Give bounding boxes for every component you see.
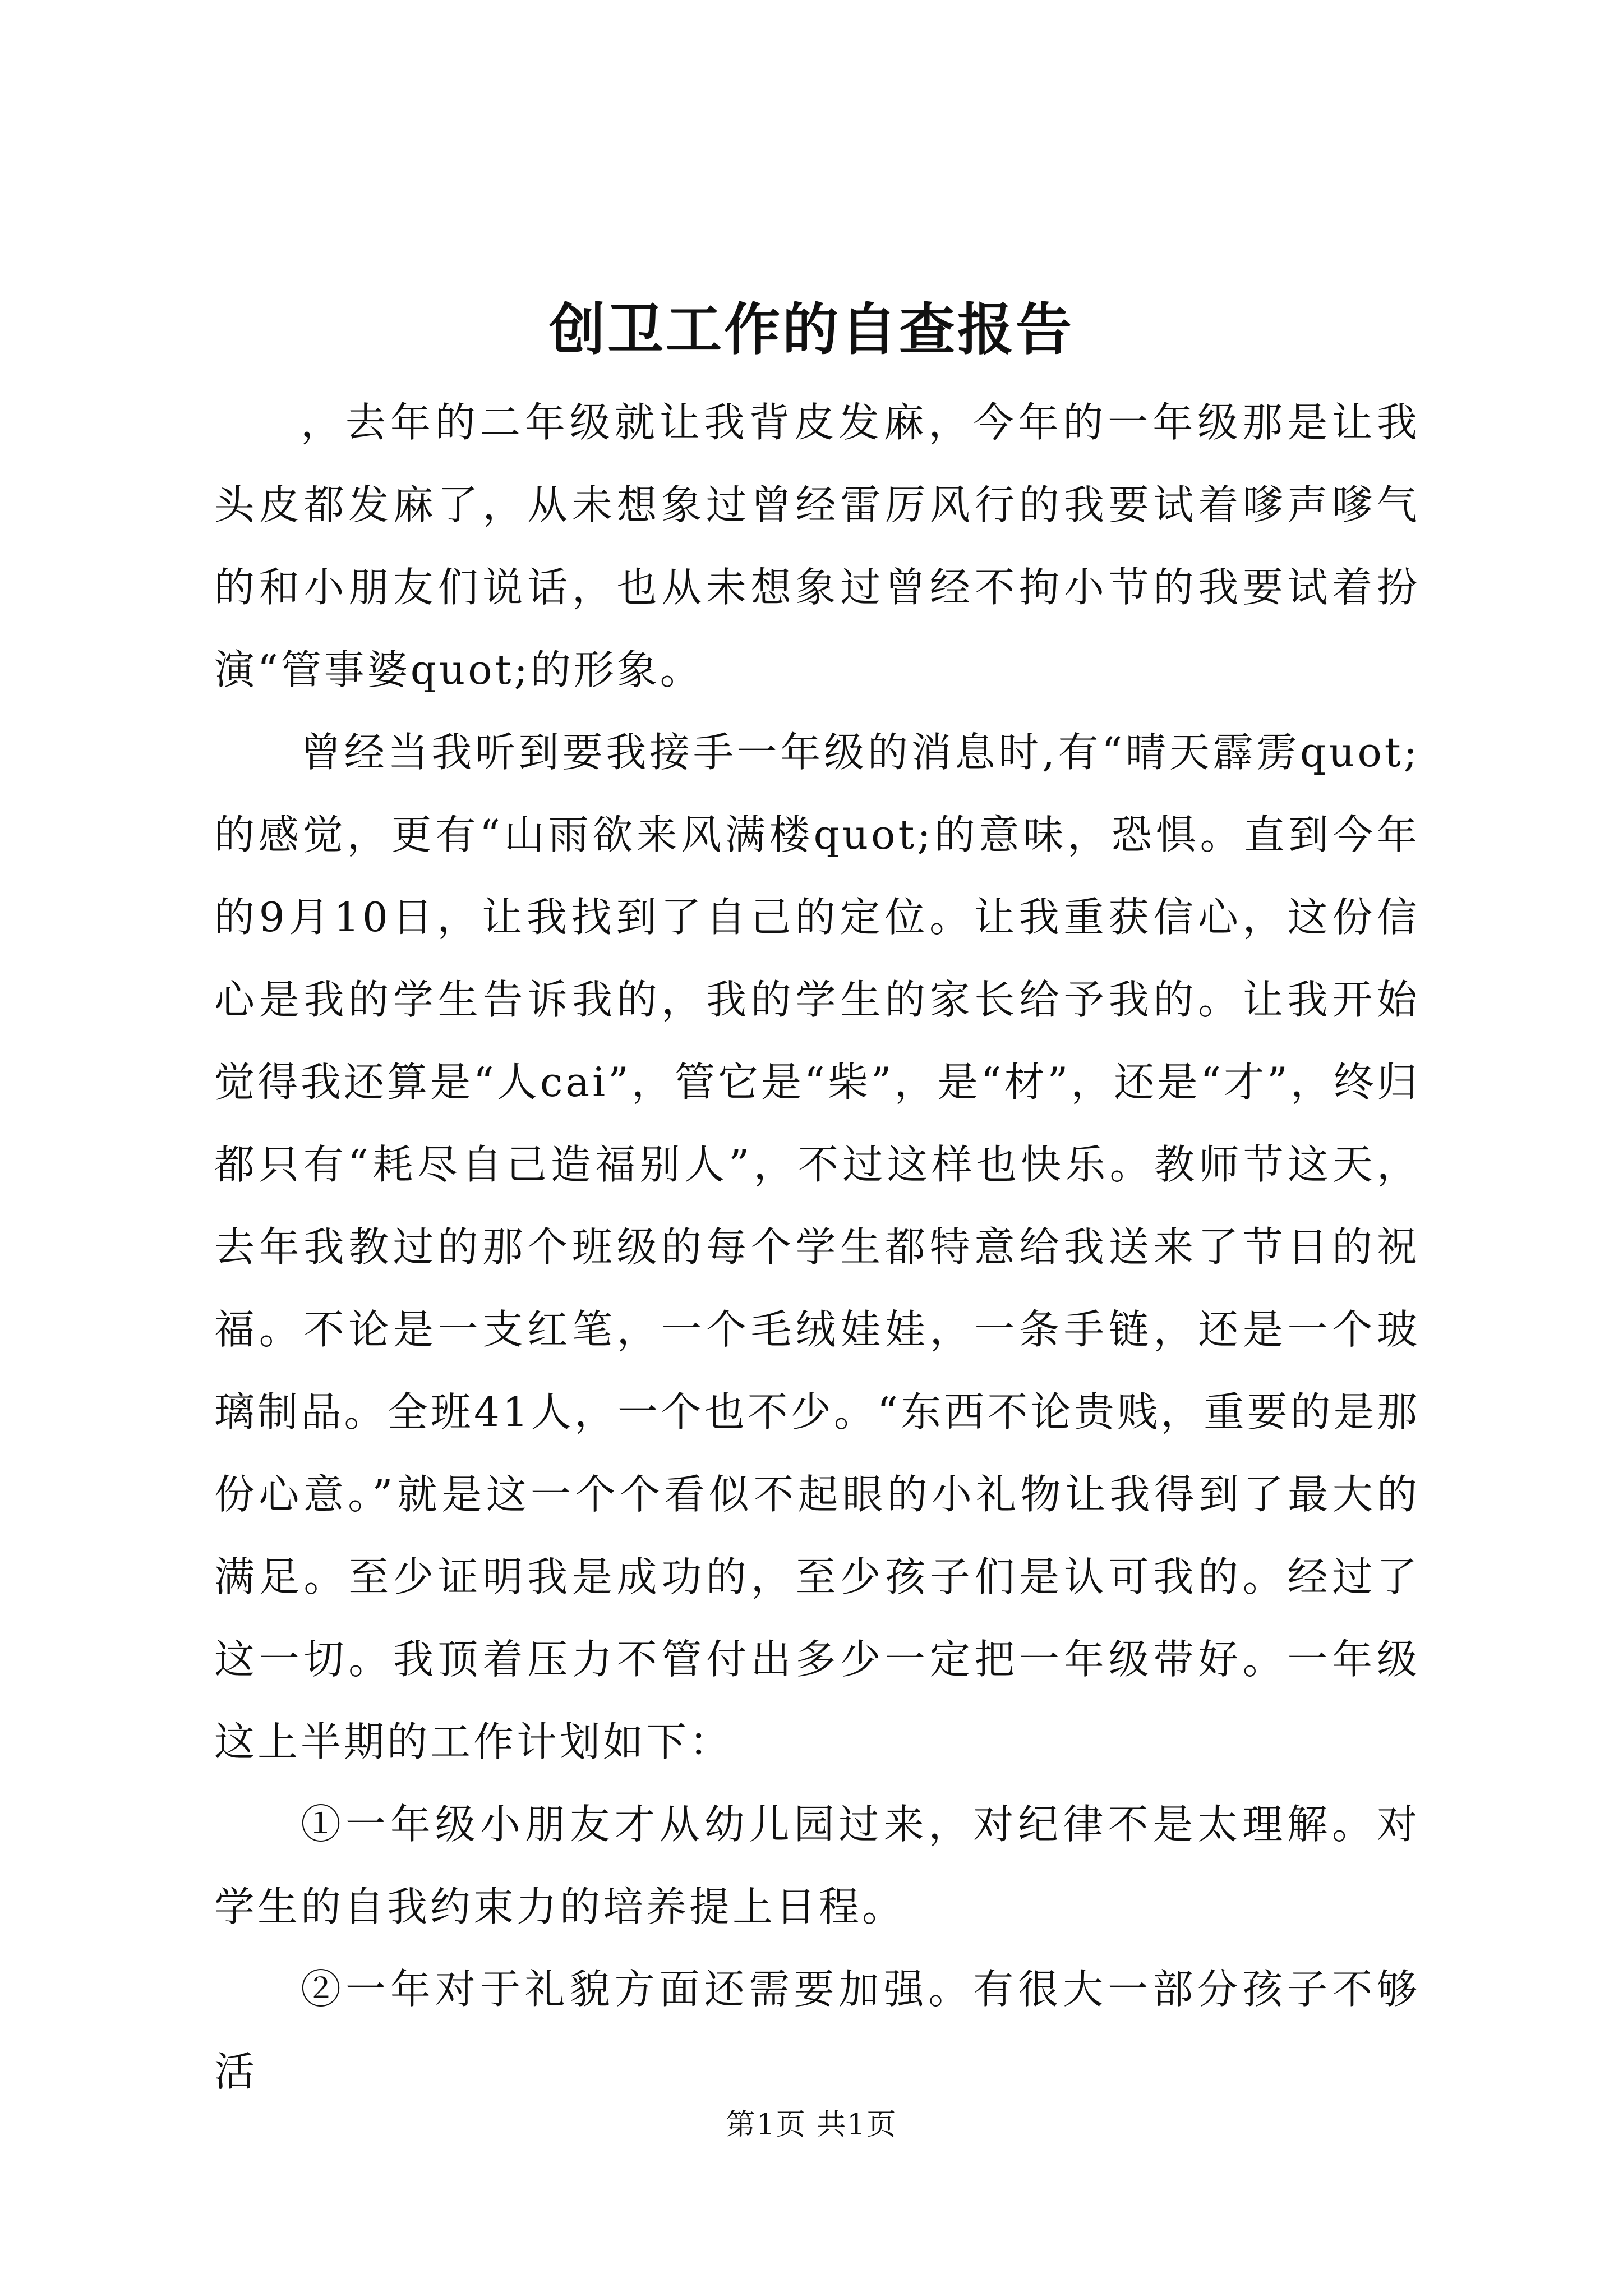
paragraph-2: 曾经当我听到要我接手一年级的消息时,有“晴天霹雳quot;的感觉，更有“山雨欲来风满楼quot;的意味，恐惧。直到今年的9月10日，让我找到了自己的定位。让我重获信心，这份信心是我的学生告诉我的，我的学生的家长给予我的。让我开始觉得我还算是“人cai”，管它是“柴”，是“材”，还是“才”，终归都只有“耗尽自己造福别人”，不过这样也快乐。教师节这天，去年我教过的那个班级的每个学生都特意给我送来了节日的祝福。不论是一支红笔，一个毛绒娃娃，一条手链，还是一个玻璃制品。全班41人，一个也不少。“东西不论贵贱，重要的是那份心意。”就是这一个个看似不起眼的小礼物让我得到了最大的满足。至少证明我是成功的，至少孩子们是认可我的。经过了这一切。我顶着压力不管付出多少一定把一年级带好。一年级这上半期的工作计划如下： [214,729,1420,1765]
paragraph-4: ②一年对于礼貌方面还需要加强。有很大一部分孩子不够活 [214,1966,1420,2095]
page-footer: 第1页 共1页 [726,2108,897,2142]
document-title: 创卫工作的自查报告 [549,296,1074,362]
paragraph-3: ①一年级小朋友才从幼儿园过来，对纪律不是太理解。对学生的自我约束力的培养提上日程。 [214,1801,1420,1930]
document-body [214,381,1420,2113]
paragraph-1: ，去年的二年级就让我背皮发麻，今年的一年级那是让我头皮都发麻了，从未想象过曾经雷厉风行的我要试着嗲声嗲气的和小朋友们说话，也从未想象过曾经不拘小节的我要试着扮演“管事婆quot;的形象。 [214,399,1420,693]
